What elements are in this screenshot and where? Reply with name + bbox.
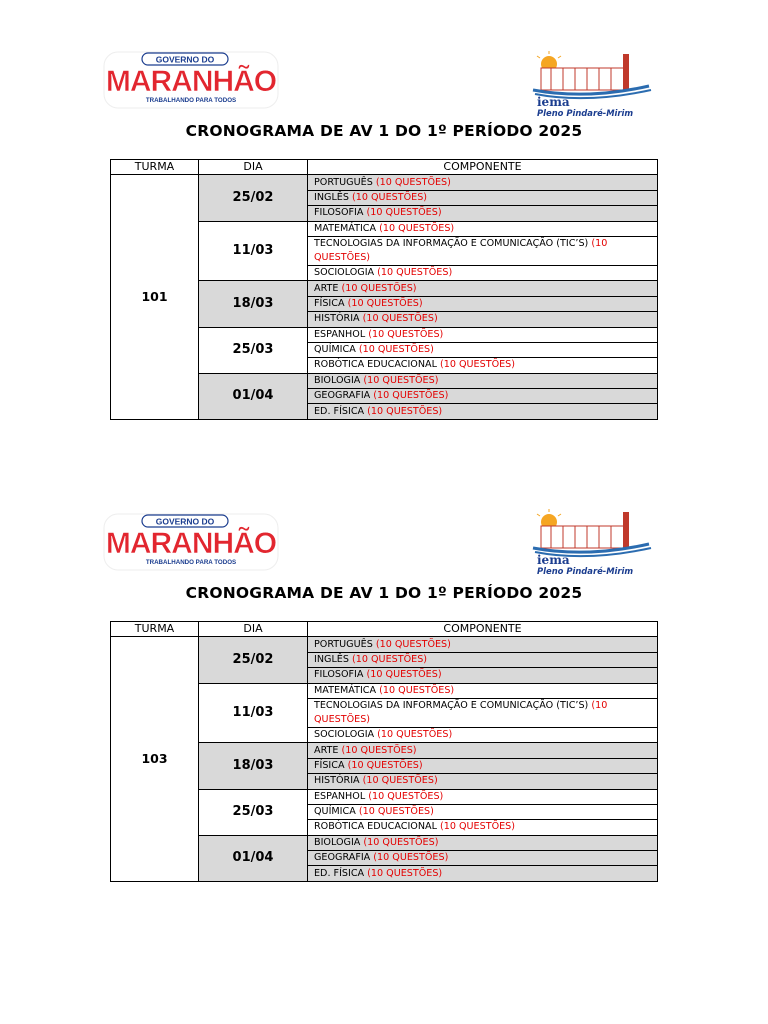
component-cell [308,804,658,819]
schedule-title: CRONOGRAMA DE AV 1 DO 1º PERÍODO 2025 [185,584,583,602]
header-dia: DIA [199,160,308,175]
question-count: (10 QUESTÕES) [314,237,608,263]
question-count: (10 QUESTÕES) [368,790,444,802]
turma-cell: 101 [111,175,199,419]
component-cell [308,206,658,221]
component-cell [308,866,658,881]
subject-name: MATEMÁTICA [314,222,377,234]
component-cell [308,789,658,804]
subject-name: ED. FÍSICA [314,867,365,879]
component-cell [308,835,658,850]
governo-maranhao-logo [102,50,280,110]
subject-name: MATEMÁTICA [314,684,377,696]
component-cell [308,296,658,311]
date-cell: 25/03 [199,327,308,373]
question-count: (10 QUESTÕES) [314,699,608,725]
subject-name: GEOGRAFIA [314,390,371,402]
subject-name: INGLÊS [314,191,349,203]
subject-name: ESPANHOL [314,790,366,802]
subject-name: SOCIOLOGIA [314,267,375,279]
subject-name: ESPANHOL [314,328,366,340]
date-cell: 11/03 [199,683,308,743]
component-cell [308,637,658,652]
subject-name: ROBÓTICA EDUCACIONAL [314,359,437,371]
date-cell: 18/03 [199,281,308,327]
component-cell [308,265,658,280]
subject-name: TECNOLOGIAS DA INFORMAÇÃO E COMUNICAÇÃO (TIC’S) [314,699,589,711]
schedule-block-1 [0,0,768,460]
subject-name: GEOGRAFIA [314,852,371,864]
table-header-row [111,160,658,175]
schedule-table [110,159,658,420]
component-cell [308,698,658,727]
component-cell [308,389,658,404]
component-cell [308,652,658,667]
question-count: (10 QUESTÕES) [341,282,417,294]
question-count: (10 QUESTÕES) [375,638,451,650]
iema-logo [527,50,667,120]
logo-bottom-text: TRABALHANDO PARA TODOS [145,97,237,104]
question-count: (10 QUESTÕES) [362,775,438,787]
component-cell [308,236,658,265]
question-count: (10 QUESTÕES) [352,191,428,203]
subject-name: HISTÓRIA [314,775,360,787]
date-cell: 25/03 [199,789,308,835]
component-cell [308,774,658,789]
subject-name: FÍSICA [314,759,345,771]
date-cell: 25/02 [199,175,308,221]
date-cell: 01/04 [199,373,308,419]
question-count: (10 QUESTÕES) [358,806,434,818]
subject-name: HISTÓRIA [314,313,360,325]
question-count: (10 QUESTÕES) [347,759,423,771]
subject-name: FILOSOFIA [314,669,364,681]
component-cell [308,404,658,419]
subject-name: PORTUGUÊS [314,638,373,650]
table-header-row [111,622,658,637]
question-count: (10 QUESTÕES) [362,313,438,325]
subject-name: PORTUGUÊS [314,176,373,188]
header-componente: COMPONENTE [308,160,658,175]
header-componente: COMPONENTE [308,622,658,637]
schedule-table [110,621,658,882]
question-count: (10 QUESTÕES) [358,344,434,356]
subject-name: ARTE [314,744,339,756]
logo-top-text: GOVERNO DO [155,516,215,527]
table-row [111,175,658,190]
header-dia: DIA [199,622,308,637]
logo-top-text: GOVERNO DO [155,54,215,65]
subject-name: ROBÓTICA EDUCACIONAL [314,821,437,833]
schedule-title: CRONOGRAMA DE AV 1 DO 1º PERÍODO 2025 [185,122,583,140]
subject-name: QUÍMICA [314,344,356,356]
iema-subtitle: Pleno Pindaré-Mirim [537,108,634,118]
iema-name: iema [537,95,570,109]
component-cell [308,668,658,683]
subject-name: FÍSICA [314,297,345,309]
governo-maranhao-logo [102,512,280,572]
question-count: (10 QUESTÕES) [379,222,455,234]
header-turma: TURMA [111,622,199,637]
subject-name: FILOSOFIA [314,207,364,219]
question-count: (10 QUESTÕES) [439,821,516,833]
iema-subtitle: Pleno Pindaré-Mirim [537,566,634,576]
question-count: (10 QUESTÕES) [367,405,443,417]
question-count: (10 QUESTÕES) [367,867,443,879]
table-row [111,637,658,652]
question-count: (10 QUESTÕES) [363,374,439,386]
subject-name: BIOLOGIA [314,374,361,386]
component-cell [308,221,658,236]
date-cell: 18/03 [199,743,308,789]
question-count: (10 QUESTÕES) [379,684,455,696]
subject-name: TECNOLOGIAS DA INFORMAÇÃO E COMUNICAÇÃO (TIC’S) [314,237,589,249]
component-cell [308,820,658,835]
subject-name: SOCIOLOGIA [314,729,375,741]
iema-name: iema [537,553,570,567]
question-count: (10 QUESTÕES) [439,359,516,371]
logo-main-text: MARANHÃO [105,527,277,560]
question-count: (10 QUESTÕES) [368,328,444,340]
header-turma: TURMA [111,160,199,175]
question-count: (10 QUESTÕES) [366,207,442,219]
question-count: (10 QUESTÕES) [377,267,453,279]
question-count: (10 QUESTÕES) [377,729,453,741]
question-count: (10 QUESTÕES) [347,297,423,309]
date-cell: 25/02 [199,637,308,683]
subject-name: QUÍMICA [314,806,356,818]
component-cell [308,342,658,357]
component-cell [308,727,658,742]
subject-name: ED. FÍSICA [314,405,365,417]
component-cell [308,190,658,205]
component-cell [308,758,658,773]
logo-main-text: MARANHÃO [105,65,277,98]
question-count: (10 QUESTÕES) [352,653,428,665]
component-cell [308,743,658,758]
subject-name: ARTE [314,282,339,294]
component-cell [308,358,658,373]
iema-logo [527,508,667,578]
component-cell [308,327,658,342]
question-count: (10 QUESTÕES) [373,390,449,402]
subject-name: INGLÊS [314,653,349,665]
turma-cell: 103 [111,637,199,881]
component-cell [308,851,658,866]
question-count: (10 QUESTÕES) [341,744,417,756]
component-cell [308,373,658,388]
component-cell [308,312,658,327]
logo-bottom-text: TRABALHANDO PARA TODOS [145,559,237,566]
date-cell: 01/04 [199,835,308,881]
subject-name: BIOLOGIA [314,836,361,848]
question-count: (10 QUESTÕES) [375,176,451,188]
component-cell [308,683,658,698]
component-cell [308,175,658,190]
question-count: (10 QUESTÕES) [373,852,449,864]
schedule-block-2 [0,462,768,922]
component-cell [308,281,658,296]
question-count: (10 QUESTÕES) [363,836,439,848]
date-cell: 11/03 [199,221,308,281]
question-count: (10 QUESTÕES) [366,669,442,681]
